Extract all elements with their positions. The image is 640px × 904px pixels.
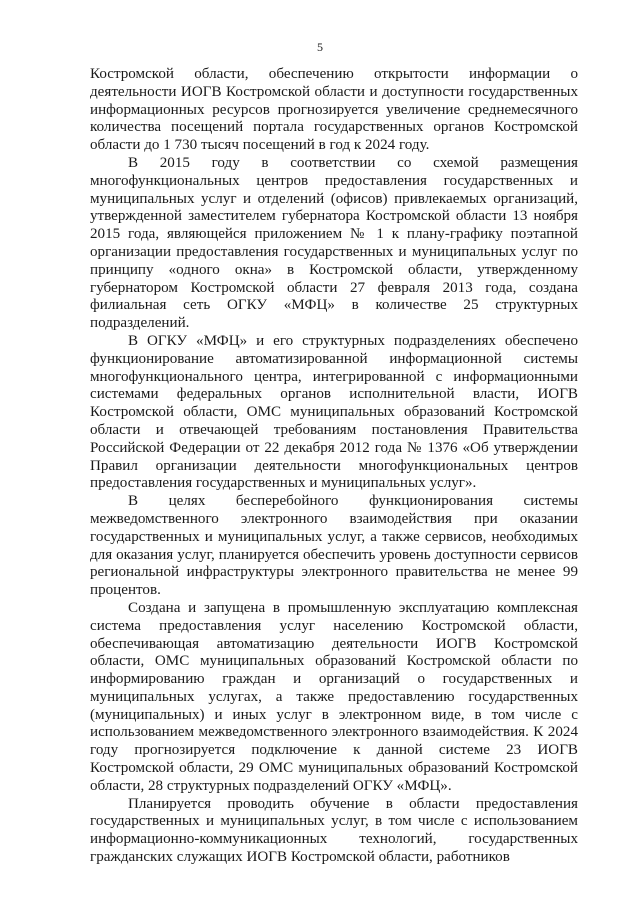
- paragraph-training: Планируется проводить обучение в области предоставления государственных и муниципальных услуг, в том числе с использованием информационно-коммуникационных технологий, государственных гражданских служащих ИОГВ Костромской области, работников: [90, 795, 578, 866]
- paragraph-e-government-availability: В целях бесперебойного функционирования системы межведомственного электронного взаимодействия при оказании государственных и муниципальных услуг, а также сервисов, необходимых для оказания услуг, планируется обеспечить уровень доступности сервисов региональной инфраструктуры электронного правительства не менее 99 процентов.: [90, 493, 578, 599]
- paragraph-mfc-information-system: В ОГКУ «МФЦ» и его структурных подразделениях обеспечено функционирование автоматизированной информационной системы многофункционального центра, интегрированной с информационными системами федеральных органов исполнительной власти, ИОГВ Костромской области, ОМС муниципальных образований Костромской области и отвечающей требованиям постановления Правительства Российской Федерации от 22 декабря 2012 года № 1376 «Об утверждении Правил организации деятельности многофункциональных центров предоставления государственных и муниципальных услуг».: [90, 332, 578, 492]
- document-body: [90, 66, 578, 867]
- page-number: 5: [317, 40, 323, 54]
- paragraph-continuation: Костромской области, обеспечению открытости информации о деятельности ИОГВ Костромской области и доступности государственных информационных ресурсов прогнозируется увеличение среднемесячного количества посещений портала государственных органов Костромской области до 1 730 тысяч посещений в год к 2024 году.: [90, 66, 578, 154]
- paragraph-complex-system: Создана и запущена в промышленную эксплуатацию комплексная система предоставления услуг населению Костромской области, обеспечивающая автоматизацию деятельности ИОГВ Костромской области, ОМС муниципальных образований Костромской области по информированию граждан и организаций о государственных и муниципальных услугах, а также предоставлению государственных (муниципальных) и иных услуг в электронном виде, в том числе с использованием межведомственного электронного взаимодействия. К 2024 году прогнозируется подключение к данной системе 23 ИОГВ Костромской области, 29 ОМС муниципальных образований Костромской области, 28 структурных подразделений ОГКУ «МФЦ».: [90, 599, 578, 794]
- paragraph-mfc-network: В 2015 году в соответствии со схемой размещения многофункциональных центров предоставления государственных и муниципальных услуг и отделений (офисов) привлекаемых организаций, утвержденной заместителем губернатора Костромской области 13 ноября 2015 года, являющейся приложением № 1 к плану-графику поэтапной организации предоставления государственных и муниципальных услуг по принципу «одного окна» в Костромской области, утвержденному губернатором Костромской области 27 февраля 2013 года, создана филиальная сеть ОГКУ «МФЦ» в количестве 25 структурных подразделений.: [90, 154, 578, 332]
